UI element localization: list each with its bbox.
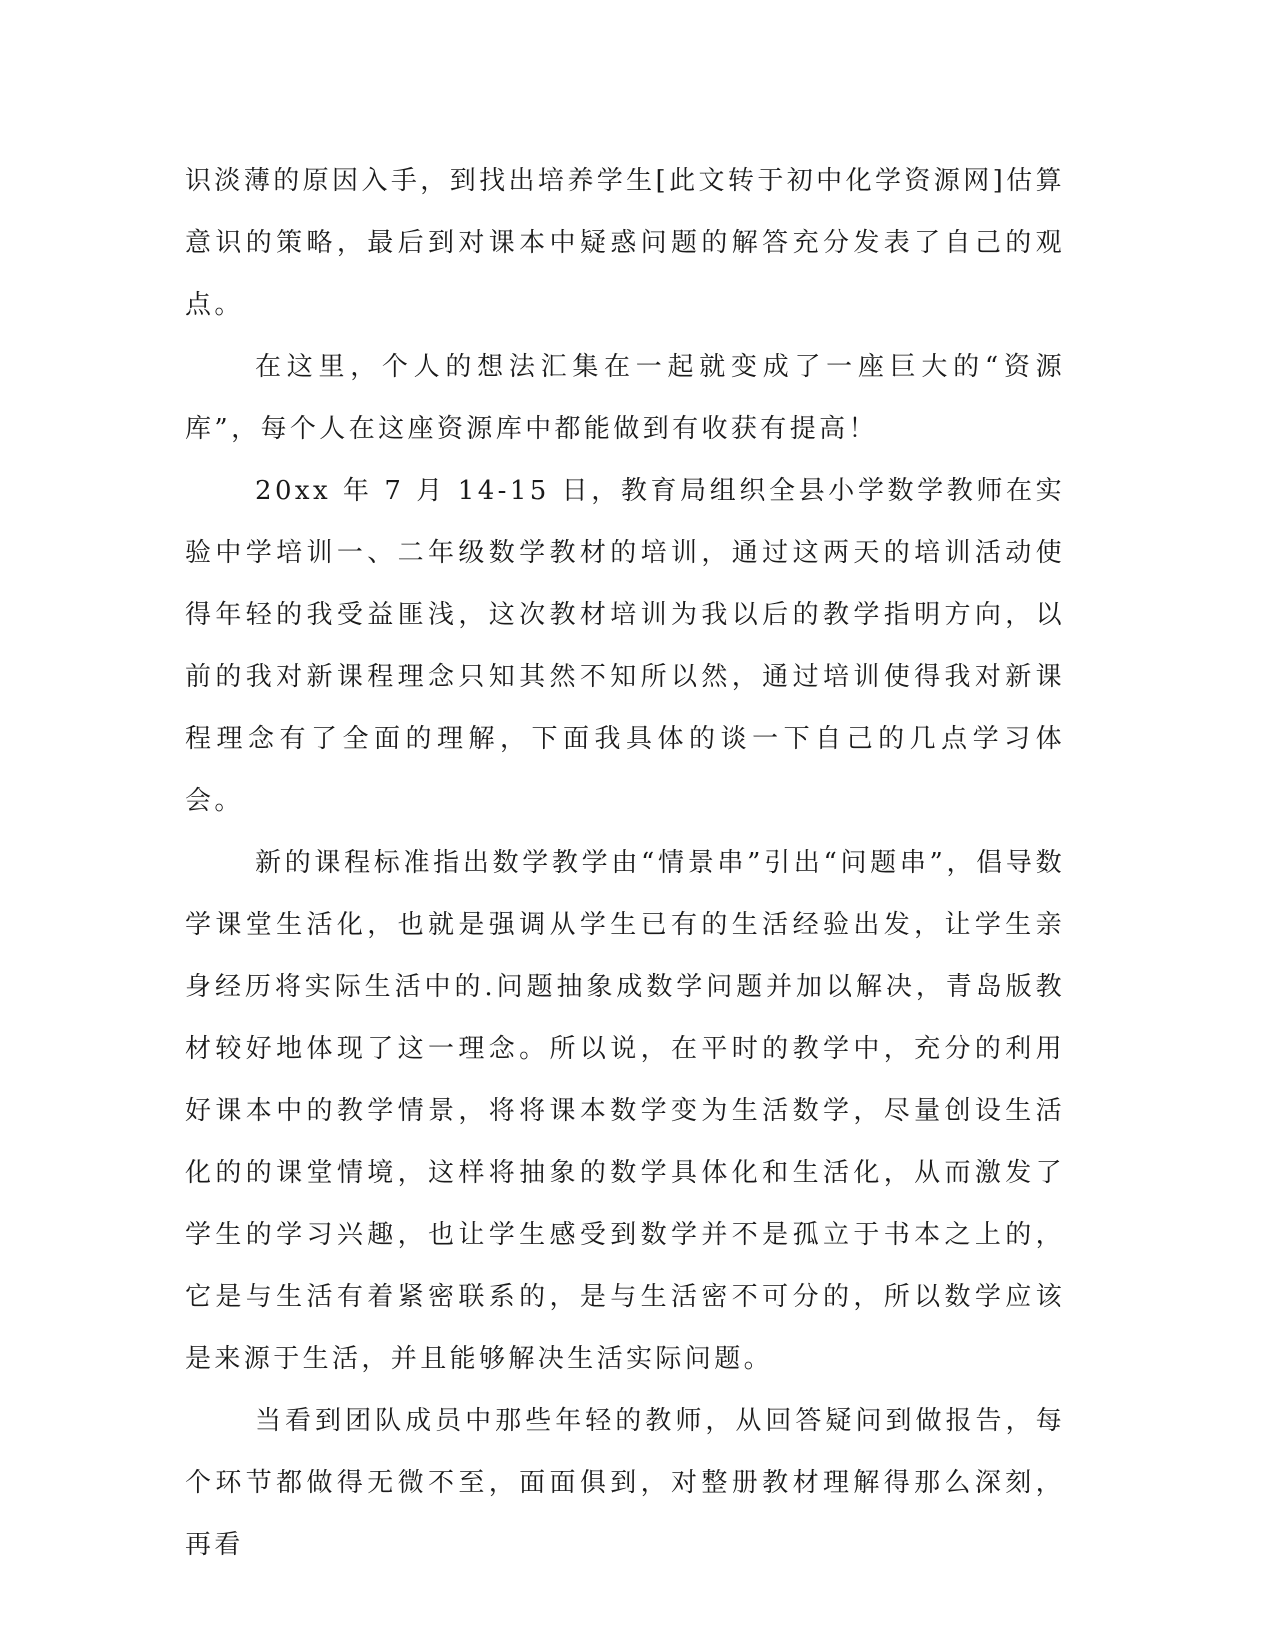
paragraph-1: 识淡薄的原因入手，到找出培养学生[此文转于初中化学资源网]估算意识的策略，最后到对课本中疑惑问题的解答充分发表了自己的观点。 <box>185 166 1065 320</box>
paragraph-3: 20xx 年 7 月 14-15 日，教育局组织全县小学数学教师在实验中学培训一、二年级数学教材的培训，通过这两天的培训活动使得年轻的我受益匪浅，这次教材培训为我以后的教学指明方向，以前的我对新课程理念只知其然不知所以然，通过培训使得我对新课程理念有了全面的理解，下面我具体的谈一下自己的几点学习体会。 <box>185 476 1065 816</box>
paragraph-5: 当看到团队成员中那些年轻的教师，从回答疑问到做报告，每个环节都做得无微不至，面面俱到，对整册教材理解得那么深刻，再看 <box>185 1406 1065 1560</box>
paragraph-4: 新的课程标准指出数学教学由“情景串”引出“问题串”，倡导数学课堂生活化，也就是强调从学生已有的生活经验出发，让学生亲身经历将实际生活中的.问题抽象成数学问题并加以解决，青岛版教材较好地体现了这一理念。所以说，在平时的教学中，充分的利用好课本中的教学情景，将将课本数学变为生活数学，尽量创设生活化的的课堂情境，这样将抽象的数学具体化和生活化，从而激发了学生的学习兴趣，也让学生感受到数学并不是孤立于书本之上的，它是与生活有着紧密联系的，是与生活密不可分的，所以数学应该是来源于生活，并且能够解决生活实际问题。 <box>185 848 1065 1374</box>
document-body <box>185 150 1065 1576</box>
paragraph-2: 在这里，个人的想法汇集在一起就变成了一座巨大的“资源库”，每个人在这座资源库中都能做到有收获有提高！ <box>185 352 1065 444</box>
